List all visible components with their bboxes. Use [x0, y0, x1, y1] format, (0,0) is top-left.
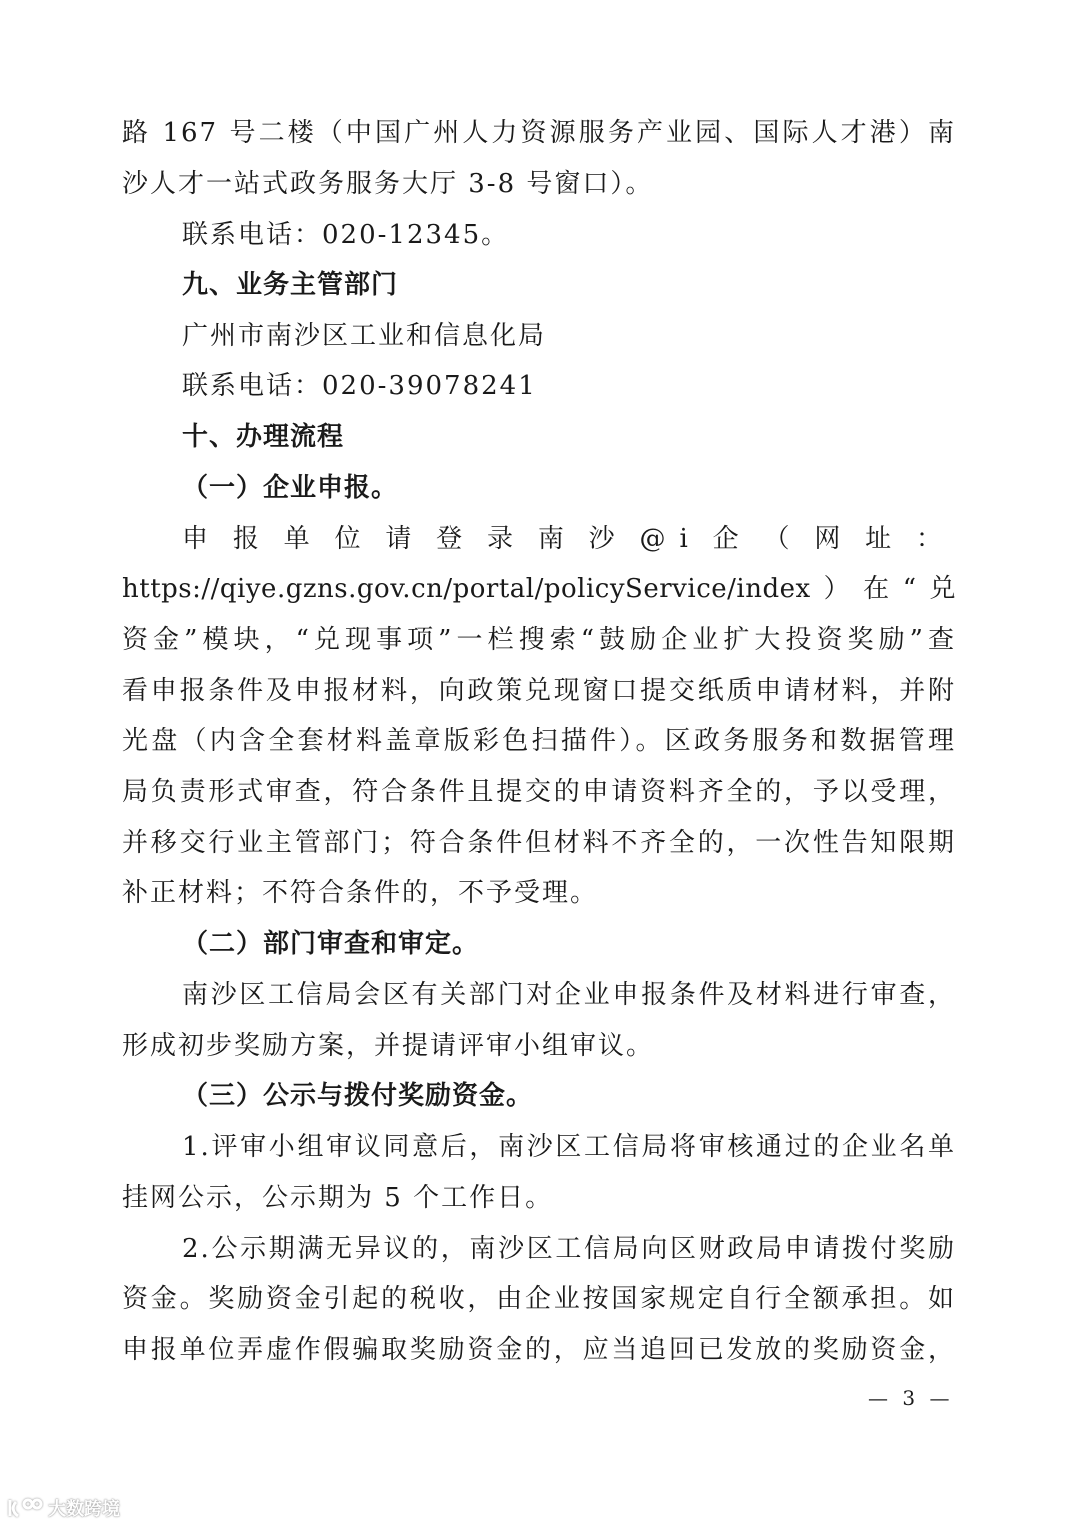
section-heading: 十、办理流程 [182, 422, 345, 452]
subsection-heading: （二）部门审查和审定。 [182, 929, 480, 959]
subsection-heading: （一）企业申报。 [182, 473, 399, 503]
body-line: 资金。奖励资金引起的税收，由企业按国家规定自行全额承担。如 [122, 1284, 956, 1314]
body-line: 南沙区工信局会区有关部门对企业申报条件及材料进行审查， [182, 980, 956, 1010]
kjds-logo-icon [6, 1496, 44, 1520]
department-name: 广州市南沙区工业和信息化局 [182, 321, 547, 351]
body-line: 看申报条件及申报材料，向政策兑现窗口提交纸质申请材料，并附 [122, 676, 956, 706]
body-line: 光盘（内含全套材料盖章版彩色扫描件）。区政务服务和数据管理 [122, 726, 956, 756]
body-line: 并移交行业主管部门；符合条件但材料不齐全的，一次性告知限期 [122, 828, 956, 858]
body-line: 2.公示期满无异议的，南沙区工信局向区财政局申请拨付奖励 [182, 1234, 956, 1264]
page-number: — 3 — [868, 1386, 954, 1410]
body-line: 资金”模块，“兑现事项”一栏搜索“鼓励企业扩大投资奖励”查 [122, 625, 956, 655]
body-line: 申报单位弄虚作假骗取奖励资金的，应当追回已发放的奖励资金， [122, 1335, 956, 1365]
body-line: 挂网公示，公示期为 5 个工作日。 [122, 1183, 554, 1213]
subsection-heading: （三）公示与拨付奖励资金。 [182, 1081, 534, 1111]
body-line: 1.评审小组审议同意后，南沙区工信局将审核通过的企业名单 [182, 1132, 956, 1162]
contact-phone-line: 联系电话：020-39078241 [182, 371, 537, 401]
body-line: 沙人才一站式政务服务大厅 3-8 号窗口）。 [122, 169, 654, 199]
section-heading: 九、业务主管部门 [182, 270, 399, 300]
url-line: https://qiye.gzns.gov.cn/portal/policyService/index）在“兑 [122, 574, 956, 604]
body-line: 局负责形式审查，符合条件且提交的申请资料齐全的，予以受理， [122, 777, 956, 807]
body-line: 补正材料；不符合条件的，不予受理。 [122, 878, 599, 908]
body-line: 申报单位请登录南沙@i企（网址： [182, 524, 956, 554]
watermark-text: 大数跨境 [48, 1499, 120, 1520]
contact-phone-line: 联系电话：020-12345。 [182, 220, 510, 250]
body-line: 路 167 号二楼（中国广州人力资源服务产业园、国际人才港）南 [122, 118, 956, 148]
watermark [6, 1494, 120, 1522]
body-line: 形成初步奖励方案，并提请评审小组审议。 [122, 1031, 655, 1061]
